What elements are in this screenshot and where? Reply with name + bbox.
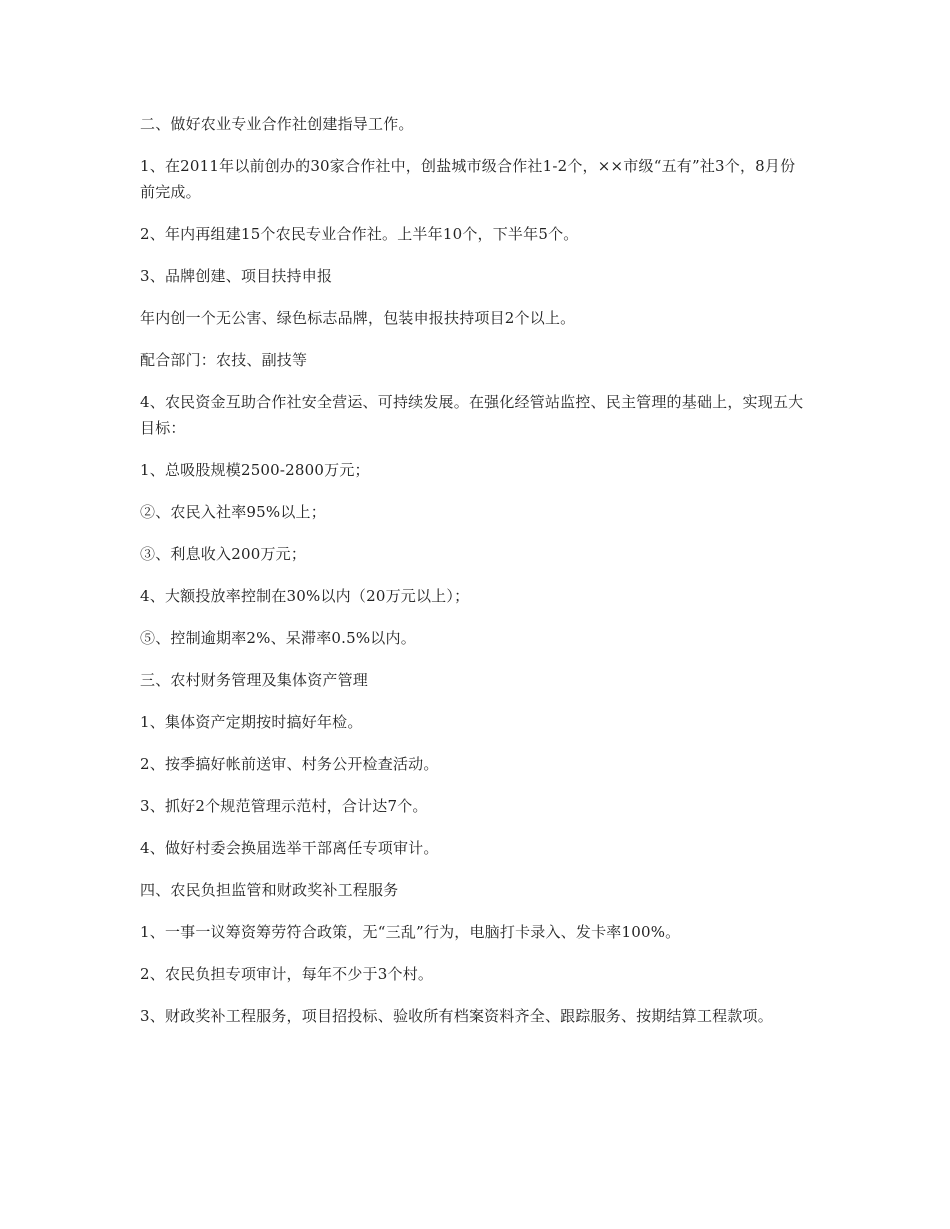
section-heading-cooperatives: 二、做好农业专业合作社创建指导工作。 bbox=[140, 115, 414, 133]
section-heading-burden: 四、农民负担监管和财政奖补工程服务 bbox=[140, 881, 399, 899]
paragraph-item: 4、做好村委会换届选举干部离任专项审计。 bbox=[140, 839, 439, 857]
paragraph-item: 配合部门：农技、副技等 bbox=[140, 351, 308, 369]
document-body bbox=[140, 111, 810, 1045]
paragraph-item: 3、财政奖补工程服务，项目招投标、验收所有档案资料齐全、跟踪服务、按期结算工程款项。 bbox=[140, 1007, 773, 1025]
paragraph-item: 3、抓好2个规范管理示范村，合计达7个。 bbox=[140, 797, 428, 815]
paragraph-item: 2、年内再组建15个农民专业合作社。上半年10个，下半年5个。 bbox=[140, 225, 579, 243]
paragraph-item: 1、在2011年以前创办的30家合作社中，创盐城市级合作社1-2个，××市级“五有”社3个，8月份前完成。 bbox=[140, 157, 796, 201]
paragraph-item: 2、按季搞好帐前送审、村务公开检查活动。 bbox=[140, 755, 439, 773]
paragraph-item: ③、利息收入200万元； bbox=[140, 545, 307, 563]
paragraph-item: 1、一事一议筹资筹劳符合政策，无“三乱”行为，电脑打卡录入、发卡率100%。 bbox=[140, 923, 681, 941]
section-heading-finance: 三、农村财务管理及集体资产管理 bbox=[140, 671, 369, 689]
paragraph-item: 4、大额投放率控制在30%以内（20万元以上）； bbox=[140, 587, 470, 605]
paragraph-item: ⑤、控制逾期率2%、呆滞率0.5%以内。 bbox=[140, 629, 416, 647]
paragraph-item: 1、集体资产定期按时搞好年检。 bbox=[140, 713, 363, 731]
paragraph-item: 2、农民负担专项审计，每年不少于3个村。 bbox=[140, 965, 434, 983]
paragraph-item: ②、农民入社率95%以上； bbox=[140, 503, 326, 521]
paragraph-item: 1、总吸股规模2500-2800万元； bbox=[140, 461, 370, 479]
paragraph-item: 年内创一个无公害、绿色标志品牌，包装申报扶持项目2个以上。 bbox=[140, 309, 576, 327]
paragraph-item: 4、农民资金互助合作社安全营运、可持续发展。在强化经管站监控、民主管理的基础上，实现五大目标： bbox=[140, 393, 804, 437]
paragraph-item: 3、品牌创建、项目扶持申报 bbox=[140, 267, 333, 285]
